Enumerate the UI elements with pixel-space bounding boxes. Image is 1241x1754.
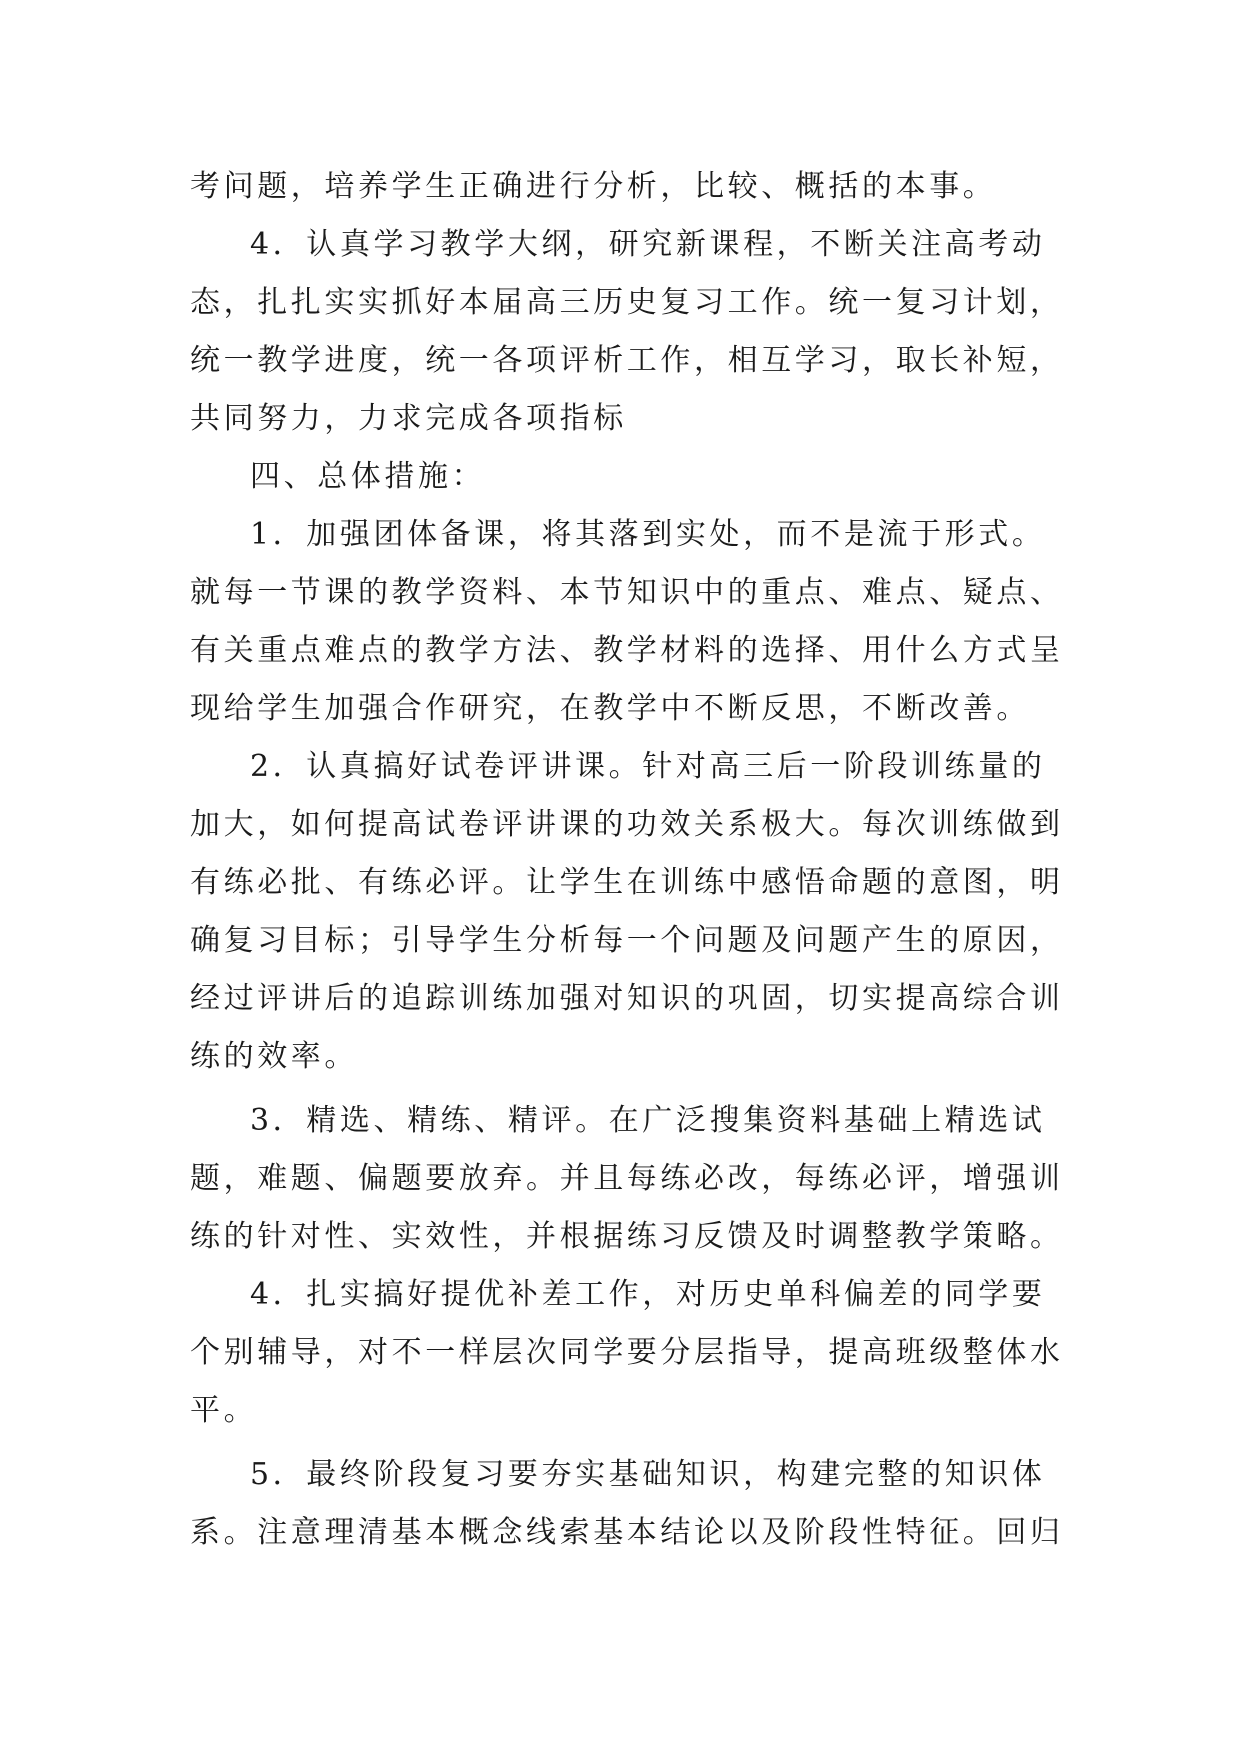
text-line: 有关重点难点的教学方法、教学材料的选择、用什么方式呈 <box>190 633 1064 668</box>
text-line: 个别辅导，对不一样层次同学要分层指导，提高班级整体水 <box>190 1335 1064 1370</box>
document-body <box>190 158 1070 1562</box>
text-line: 练的针对性、实效性，并根据练习反馈及时调整教学策略。 <box>190 1219 1064 1254</box>
text-line: 题，难题、偏题要放弃。并且每练必改，每练必评，增强训 <box>190 1161 1064 1196</box>
text-line: 就每一节课的教学资料、本节知识中的重点、难点、疑点、 <box>190 575 1064 610</box>
text-line: 确复习目标；引导学生分析每一个问题及问题产生的原因， <box>190 923 1064 958</box>
text-line: 2．认真搞好试卷评讲课。针对高三后一阶段训练量的 <box>250 749 1046 784</box>
text-line: 加大，如何提高试卷评讲课的功效关系极大。每次训练做到 <box>190 807 1064 842</box>
text-line: 统一教学进度，统一各项评析工作，相互学习，取长补短， <box>190 343 1064 378</box>
text-line: 共同努力，力求完成各项指标 <box>190 401 627 436</box>
text-line: 考问题，培养学生正确进行分析，比较、概括的本事。 <box>190 169 997 204</box>
text-line: 现给学生加强合作研究，在教学中不断反思，不断改善。 <box>190 691 1030 726</box>
text-line: 态，扎扎实实抓好本届高三历史复习工作。统一复习计划， <box>190 285 1064 320</box>
text-line: 4．认真学习教学大纲，研究新课程，不断关注高考动 <box>250 227 1046 262</box>
text-line: 4．扎实搞好提优补差工作，对历史单科偏差的同学要 <box>250 1277 1046 1312</box>
text-line: 有练必批、有练必评。让学生在训练中感悟命题的意图，明 <box>190 865 1064 900</box>
text-line: 四、总体措施： <box>250 459 486 494</box>
text-line: 平。 <box>190 1393 258 1428</box>
text-line: 3．精选、精练、精评。在广泛搜集资料基础上精选试 <box>250 1103 1046 1138</box>
text-line: 5．最终阶段复习要夯实基础知识，构建完整的知识体 <box>250 1457 1046 1492</box>
text-line: 经过评讲后的追踪训练加强对知识的巩固，切实提高综合训 <box>190 981 1064 1016</box>
text-line: 1．加强团体备课，将其落到实处，而不是流于形式。 <box>250 517 1046 552</box>
text-line: 练的效率。 <box>190 1039 358 1074</box>
text-line: 系。注意理清基本概念线索基本结论以及阶段性特征。回归 <box>190 1515 1064 1550</box>
